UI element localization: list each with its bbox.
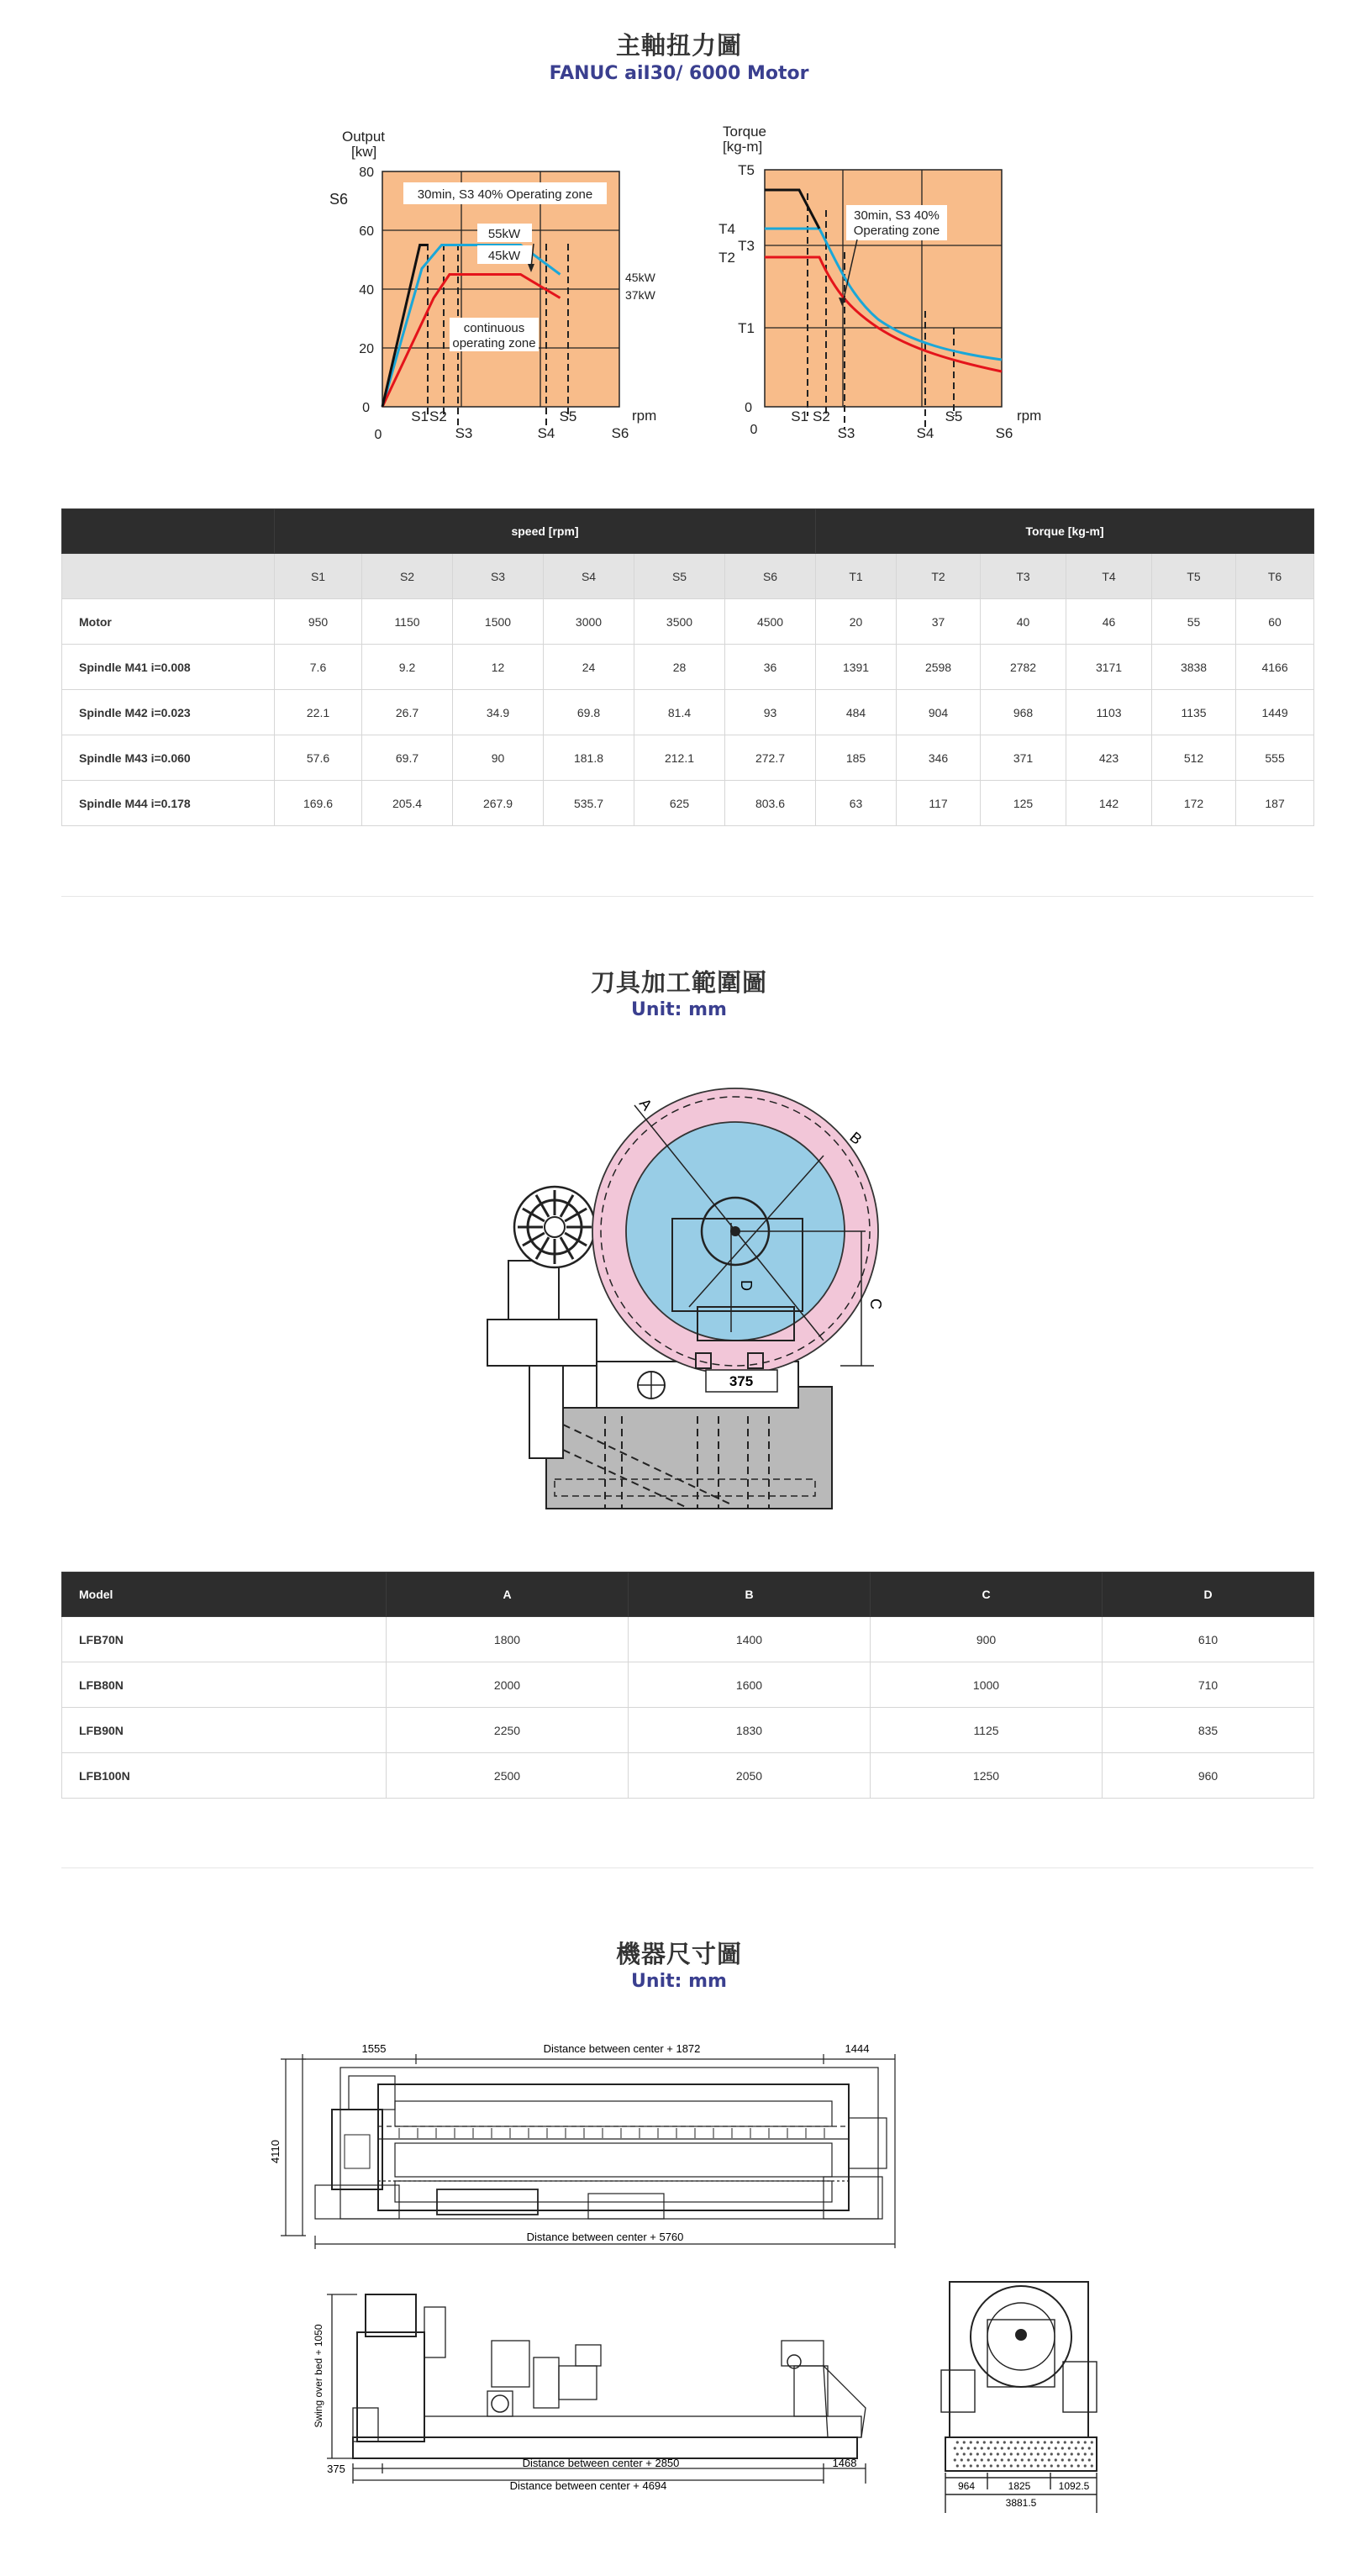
torque-ylabel-2: [kg-m]	[723, 139, 763, 155]
table-cell: 24	[544, 645, 634, 690]
table-cell: 1391	[816, 645, 897, 690]
torque-xtick-s2: S2	[813, 408, 830, 424]
output-xtick-s3: S3	[455, 425, 473, 441]
tool-section-title: 刀具加工範圍圖	[590, 968, 767, 997]
torque-ytick-t2: T2	[718, 250, 735, 266]
section-divider-2	[61, 1867, 1313, 1868]
table-cell: 46	[1066, 599, 1152, 645]
table-cell: 93	[725, 690, 816, 735]
table-cell: 40	[981, 599, 1066, 645]
model-header-d: D	[1103, 1572, 1314, 1617]
table-cell: 2000	[387, 1662, 629, 1708]
table-cell: 950	[275, 599, 362, 645]
table-cell: 272.7	[725, 735, 816, 781]
group-header-row	[62, 509, 1314, 554]
table-cell: 90	[453, 735, 544, 781]
output-side-label: S6	[329, 191, 349, 208]
top-dim-height: 4110	[269, 2140, 282, 2163]
table-cell: 181.8	[544, 735, 634, 781]
output-xtick-s4: S4	[537, 425, 555, 441]
table-cell: 26.7	[362, 690, 453, 735]
machine-side-view	[929, 2269, 1105, 2517]
output-ytick-0: 0	[362, 401, 370, 415]
column-header-t2: T2	[897, 554, 981, 599]
model-header-b: B	[629, 1572, 871, 1617]
output-xtick-s6: S6	[611, 425, 629, 441]
table-row	[62, 1753, 1314, 1799]
table-cell: 3500	[634, 599, 725, 645]
output-ytick-60: 60	[359, 224, 374, 239]
column-header-s4: S4	[544, 554, 634, 599]
table-cell: 3171	[1066, 645, 1152, 690]
torque-x-origin: 0	[750, 423, 758, 437]
side-dim-964: 964	[957, 2480, 976, 2492]
output-continuous-1: continuous	[463, 321, 525, 335]
table-cell: 60	[1236, 599, 1314, 645]
model-header-c: C	[871, 1572, 1103, 1617]
speed-group-header: speed [rpm]	[275, 509, 816, 554]
model-name: LFB90N	[62, 1708, 387, 1753]
table-cell: 1449	[1236, 690, 1314, 735]
table-cell: 37	[897, 599, 981, 645]
output-zone-label: 30min, S3 40% Operating zone	[417, 187, 593, 202]
torque-ytick-t4: T4	[718, 221, 735, 237]
spindle-section-title: 主軸扭力圖	[615, 31, 742, 60]
front-dim-center: Distance between center + 2850	[522, 2457, 680, 2469]
table-cell: 968	[981, 690, 1066, 735]
model-header-row	[62, 1572, 1314, 1617]
table-row	[62, 645, 1314, 690]
torque-xlabel: rpm	[1017, 408, 1042, 424]
tool-label-a: A	[635, 1095, 656, 1114]
output-xlabel: rpm	[632, 408, 657, 424]
table-cell: 3000	[544, 599, 634, 645]
table-cell: 423	[1066, 735, 1152, 781]
row-label: Spindle M41 i=0.008	[62, 645, 275, 690]
output-xtick-s2: S2	[429, 408, 447, 424]
torque-ytick-t5: T5	[738, 162, 755, 178]
tool-label-d: D	[738, 1280, 755, 1291]
table-cell: 1103	[1066, 690, 1152, 735]
table-cell: 1250	[871, 1753, 1103, 1799]
model-header-a: A	[387, 1572, 629, 1617]
model-name: LFB70N	[62, 1617, 387, 1662]
table-cell: 4500	[725, 599, 816, 645]
column-header-blank	[62, 554, 275, 599]
torque-ytick-t1: T1	[738, 320, 755, 336]
output-label-45kw: 45kW	[487, 249, 521, 263]
table-cell: 2250	[387, 1708, 629, 1753]
side-dim-1092: 1092.5	[1058, 2480, 1090, 2492]
model-header-model: Model	[62, 1572, 387, 1617]
tool-section-subtitle: Unit: mm	[631, 999, 727, 1020]
table-cell: 28	[634, 645, 725, 690]
output-ytick-20: 20	[359, 342, 374, 356]
table-row	[62, 1662, 1314, 1708]
output-ylabel-1: Output	[342, 129, 386, 145]
torque-ytick-t3: T3	[738, 238, 755, 254]
table-row	[62, 1617, 1314, 1662]
table-cell: 1000	[871, 1662, 1103, 1708]
torque-zone-1: 30min, S3 40%	[854, 208, 940, 223]
table-cell: 20	[816, 599, 897, 645]
model-name: LFB80N	[62, 1662, 387, 1708]
table-cell: 535.7	[544, 781, 634, 826]
tool-label-b: B	[846, 1128, 866, 1148]
table-cell: 2050	[629, 1753, 871, 1799]
front-dim-375: 375	[327, 2463, 345, 2475]
table-cell: 4166	[1236, 645, 1314, 690]
table-row	[62, 781, 1314, 826]
torque-zone-2: Operating zone	[853, 224, 940, 238]
table-cell: 36	[725, 645, 816, 690]
output-chart	[319, 118, 672, 454]
table-cell: 710	[1103, 1662, 1314, 1708]
table-cell: 555	[1236, 735, 1314, 781]
top-dim-1444: 1444	[845, 2042, 870, 2055]
table-cell: 57.6	[275, 735, 362, 781]
output-ylabel-2: [kw]	[351, 144, 377, 160]
tool-range-diagram	[479, 1055, 899, 1525]
table-cell: 835	[1103, 1708, 1314, 1753]
output-xtick-s5: S5	[559, 408, 577, 424]
table-row	[62, 735, 1314, 781]
machine-front-view	[307, 2282, 895, 2492]
table-cell: 1800	[387, 1617, 629, 1662]
speed-torque-table	[61, 508, 1314, 826]
column-header-t6: T6	[1236, 554, 1314, 599]
torque-xtick-s6: S6	[995, 425, 1013, 441]
front-dim-height: Swing over bed + 1050	[313, 2324, 324, 2428]
machine-section-subtitle: Unit: mm	[631, 1971, 727, 1992]
tool-label-c: C	[867, 1299, 884, 1309]
table-cell: 212.1	[634, 735, 725, 781]
table-cell: 117	[897, 781, 981, 826]
column-header-s6: S6	[725, 554, 816, 599]
top-dim-bottom: Distance between center + 5760	[526, 2231, 684, 2243]
side-dim-total: 3881.5	[1005, 2497, 1037, 2509]
column-header-row	[62, 554, 1314, 599]
table-cell: 610	[1103, 1617, 1314, 1662]
torque-group-header: Torque [kg-m]	[816, 509, 1314, 554]
row-label: Motor	[62, 599, 275, 645]
output-continuous-2: operating zone	[452, 336, 536, 350]
torque-xtick-s1: S1	[791, 408, 808, 424]
table-cell: 2500	[387, 1753, 629, 1799]
table-cell: 69.7	[362, 735, 453, 781]
table-cell: 205.4	[362, 781, 453, 826]
model-table	[61, 1572, 1314, 1799]
table-cell: 900	[871, 1617, 1103, 1662]
row-label: Spindle M44 i=0.178	[62, 781, 275, 826]
table-cell: 172	[1152, 781, 1236, 826]
table-cell: 1135	[1152, 690, 1236, 735]
table-cell: 960	[1103, 1753, 1314, 1799]
table-cell: 63	[816, 781, 897, 826]
torque-ylabel-1: Torque	[723, 124, 766, 140]
table-cell: 185	[816, 735, 897, 781]
table-cell: 69.8	[544, 690, 634, 735]
table-cell: 7.6	[275, 645, 362, 690]
front-dim-1468: 1468	[832, 2457, 857, 2469]
table-cell: 22.1	[275, 690, 362, 735]
torque-xtick-s4: S4	[916, 425, 934, 441]
group-header-blank	[62, 509, 275, 554]
top-dim-center: Distance between center + 1872	[543, 2042, 701, 2055]
spindle-section-subtitle: FANUC aiI30/ 6000 Motor	[549, 63, 809, 84]
table-row	[62, 1708, 1314, 1753]
table-cell: 2782	[981, 645, 1066, 690]
table-cell: 2598	[897, 645, 981, 690]
output-x-origin: 0	[374, 428, 382, 442]
model-name: LFB100N	[62, 1753, 387, 1799]
table-cell: 625	[634, 781, 725, 826]
torque-xtick-s5: S5	[945, 408, 963, 424]
table-cell: 55	[1152, 599, 1236, 645]
row-label: Spindle M42 i=0.023	[62, 690, 275, 735]
table-row	[62, 690, 1314, 735]
table-cell: 1400	[629, 1617, 871, 1662]
output-end-label-45: 45kW	[625, 271, 655, 284]
table-cell: 142	[1066, 781, 1152, 826]
front-dim-total: Distance between center + 4694	[509, 2479, 667, 2492]
table-cell: 1125	[871, 1708, 1103, 1753]
table-row	[62, 599, 1314, 645]
torque-y-origin: 0	[745, 401, 752, 415]
torque-chart	[710, 118, 1063, 454]
table-cell: 34.9	[453, 690, 544, 735]
output-ytick-80: 80	[359, 166, 374, 180]
output-xtick-s1: S1	[411, 408, 429, 424]
table-cell: 169.6	[275, 781, 362, 826]
machine-top-view	[269, 2034, 908, 2252]
table-cell: 125	[981, 781, 1066, 826]
table-cell: 12	[453, 645, 544, 690]
table-cell: 267.9	[453, 781, 544, 826]
column-header-t1: T1	[816, 554, 897, 599]
table-cell: 81.4	[634, 690, 725, 735]
output-label-55kw: 55kW	[487, 227, 521, 241]
table-cell: 1150	[362, 599, 453, 645]
table-cell: 3838	[1152, 645, 1236, 690]
table-cell: 346	[897, 735, 981, 781]
table-cell: 1600	[629, 1662, 871, 1708]
column-header-s2: S2	[362, 554, 453, 599]
column-header-t4: T4	[1066, 554, 1152, 599]
torque-xtick-s3: S3	[837, 425, 855, 441]
column-header-s1: S1	[275, 554, 362, 599]
table-cell: 187	[1236, 781, 1314, 826]
column-header-s5: S5	[634, 554, 725, 599]
table-cell: 1500	[453, 599, 544, 645]
table-cell: 9.2	[362, 645, 453, 690]
machine-section-title: 機器尺寸圖	[615, 1940, 742, 1968]
table-cell: 803.6	[725, 781, 816, 826]
column-header-s3: S3	[453, 554, 544, 599]
table-cell: 904	[897, 690, 981, 735]
table-cell: 484	[816, 690, 897, 735]
top-dim-1555: 1555	[361, 2042, 387, 2055]
output-ytick-40: 40	[359, 283, 374, 298]
table-cell: 1830	[629, 1708, 871, 1753]
column-header-t3: T3	[981, 554, 1066, 599]
side-dim-1825: 1825	[1008, 2480, 1031, 2492]
column-header-t5: T5	[1152, 554, 1236, 599]
table-cell: 371	[981, 735, 1066, 781]
output-end-label-37: 37kW	[625, 288, 655, 302]
section-divider-1	[61, 896, 1313, 897]
tool-dim-375: 375	[729, 1373, 754, 1389]
row-label: Spindle M43 i=0.060	[62, 735, 275, 781]
table-cell: 512	[1152, 735, 1236, 781]
